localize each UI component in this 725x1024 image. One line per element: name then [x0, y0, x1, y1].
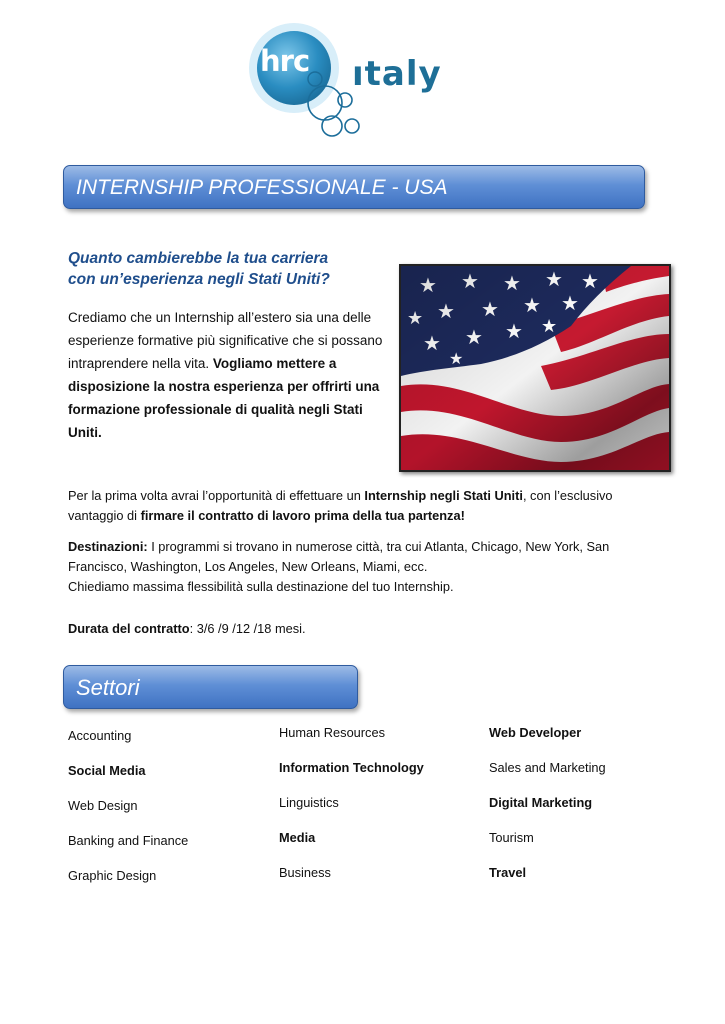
sector-item: Banking and Finance	[68, 833, 189, 848]
logo-mark-text: hrc	[260, 44, 310, 78]
sector-item: Linguistics	[279, 795, 339, 810]
sector-item: Media	[279, 830, 316, 845]
sector-item: Accounting	[68, 728, 132, 743]
duration-paragraph	[68, 619, 668, 639]
hrc-italy-logo	[248, 20, 442, 142]
sector-item: Graphic Design	[68, 868, 157, 883]
sector-item: Social Media	[68, 763, 146, 778]
destinations-paragraph	[68, 537, 668, 597]
internship-text-b: Internship negli Stati Uniti	[364, 488, 523, 503]
sector-item: Web Design	[68, 798, 138, 813]
intro-question-line1: Quanto cambierebbe la tua carriera	[68, 250, 329, 267]
duration-text: : 3/6 /9 /12 /18 mesi.	[189, 621, 306, 636]
intro-question	[68, 248, 388, 290]
internship-text-c: , con l’esclusivo vantaggio di	[68, 488, 613, 523]
sectors-column-3	[489, 723, 689, 898]
sector-item: Tourism	[489, 830, 534, 845]
sector-item: Human Resources	[279, 725, 385, 740]
sectors-column-2	[279, 723, 479, 898]
internship-paragraph	[68, 486, 668, 526]
logo-word-text: ıtaly	[352, 54, 442, 94]
duration-label: Durata del contratto	[68, 621, 190, 636]
main-title-banner: INTERNSHIP PROFESSIONALE - USA	[63, 165, 645, 209]
internship-text-a: Per la prima volta avrai l’opportunità di effettuare un	[68, 488, 365, 503]
us-flag-icon	[401, 266, 669, 470]
sector-item: Digital Marketing	[489, 795, 593, 810]
intro-bold-text: Vogliamo mettere a disposizione la nostra esperienza per offrirti una formazione professionale di qualità negli Stati Uniti.	[68, 356, 380, 440]
intro-question-line2: con un’esperienza negli Stati Uniti?	[68, 271, 330, 288]
us-flag-image	[399, 264, 671, 472]
sector-item: Web Developer	[489, 725, 582, 740]
destinations-label: Destinazioni:	[68, 539, 148, 554]
sector-item: Business	[279, 865, 331, 880]
internship-text-d: firmare il contratto di lavoro prima della tua partenza!	[140, 508, 465, 523]
destinations-flexibility: Chiediamo massima flessibilità sulla destinazione del tuo Internship.	[68, 579, 454, 594]
intro-text: Crediamo che un Internship all’estero sia una delle esperienze formative più significative che si possano intraprendere nella vita.	[68, 310, 383, 371]
sectors-column-1	[68, 726, 268, 901]
destinations-text: I programmi si trovano in numerose città, tra cui Atlanta, Chicago, New York, San Francisco, Washington, Los Angeles, New Orleans, Miami, ecc.	[68, 539, 610, 574]
sectors-banner: Settori	[63, 665, 358, 709]
sector-item: Travel	[489, 865, 526, 880]
sector-item: Sales and Marketing	[489, 760, 606, 775]
sector-item: Information Technology	[279, 760, 424, 775]
intro-paragraph	[68, 306, 388, 444]
